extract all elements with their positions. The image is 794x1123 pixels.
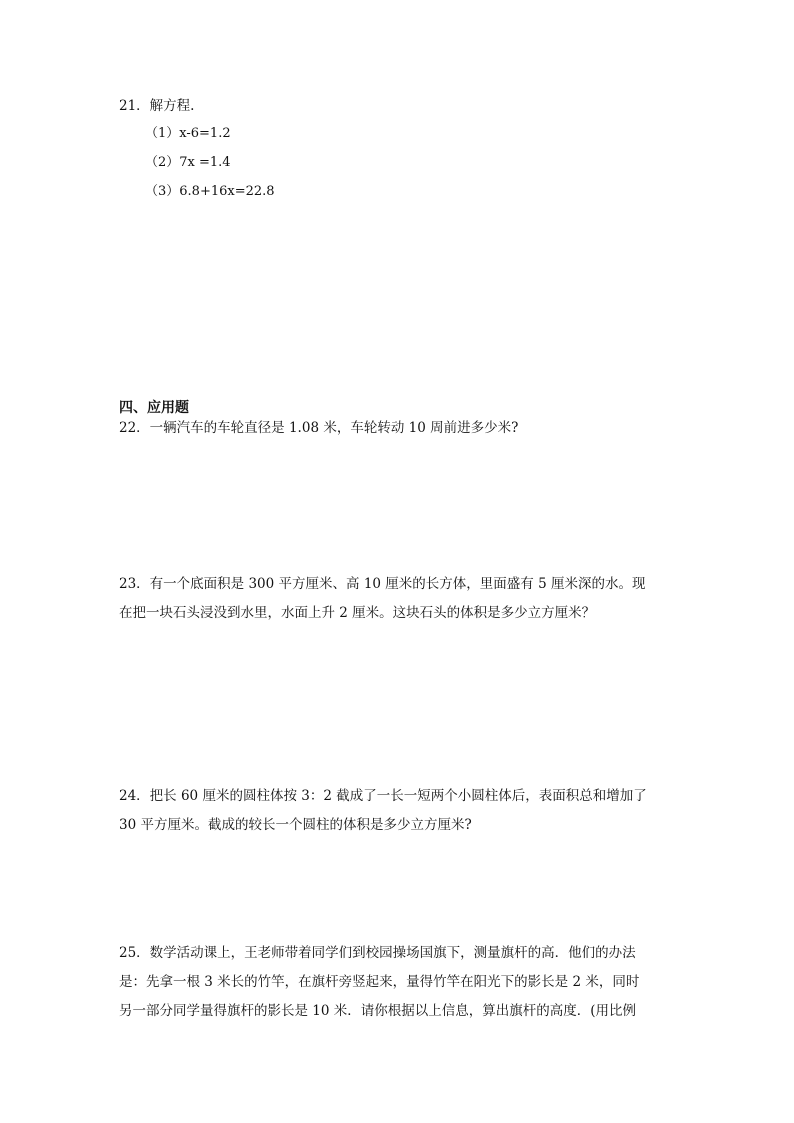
question-21-title: 21．解方程. [119, 98, 195, 114]
question-25-line-1: 25．数学活动课上，王老师带着同学们到校园操场国旗下，测量旗杆的高．他们的办法 [119, 945, 636, 961]
equation-3: （3）6.8+16x=22.8 [145, 184, 275, 199]
question-25-line-3: 另一部分同学量得旗杆的影长是 10 米．请你根据以上信息，算出旗杆的高度．(用比例 [119, 1003, 637, 1019]
question-25-line-2: 是：先拿一根 3 米长的竹竿，在旗杆旁竖起来，量得竹竿在阳光下的影长是 2 米，同时 [119, 974, 640, 990]
equation-1: （1）x-6=1.2 [145, 126, 231, 141]
equation-2: （2）7x =1.4 [145, 155, 231, 170]
question-24-line-1: 24．把长 60 厘米的圆柱体按 3：2 截成了一长一短两个小圆柱体后，表面积总和增加了 [119, 788, 647, 804]
question-23-line-2: 在把一块石头浸没到水里，水面上升 2 厘米。这块石头的体积是多少立方厘米？ [119, 605, 596, 621]
question-22-line-1: 22．一辆汽车的车轮直径是 1.08 米，车轮转动 10 周前进多少米? [119, 420, 519, 436]
question-23-line-1: 23．有一个底面积是 300 平方厘米、高 10 厘米的长方体，里面盛有 5 厘米深的水。现 [119, 576, 646, 592]
question-24-line-2: 30 平方厘米。截成的较长一个圆柱的体积是多少立方厘米? [119, 817, 472, 833]
section-title-applications: 四、应用题 [119, 400, 189, 416]
